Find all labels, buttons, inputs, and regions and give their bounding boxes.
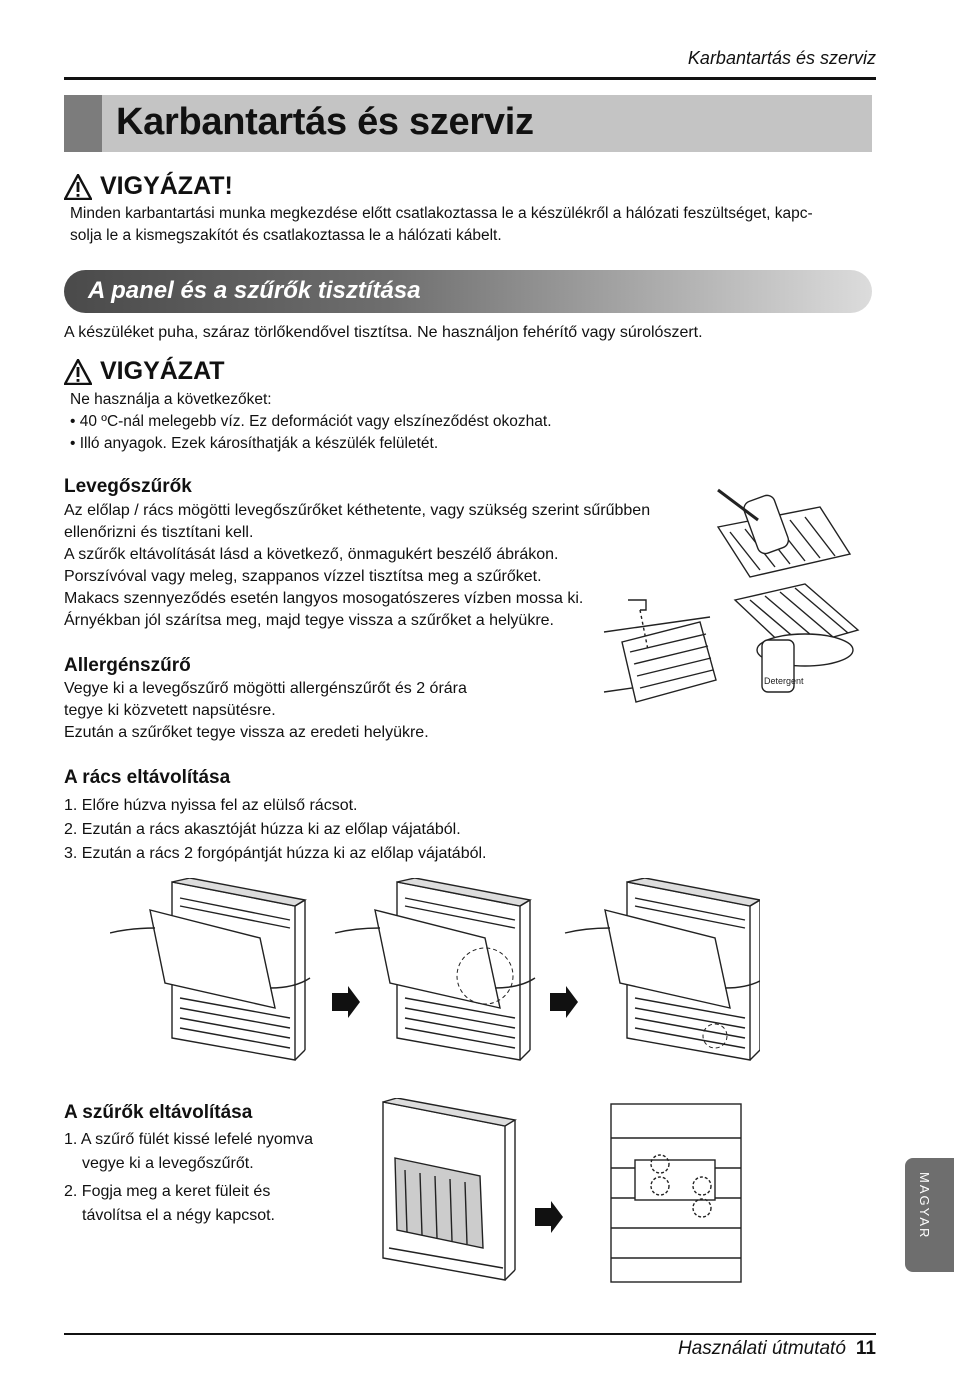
warning-heading-text: VIGYÁZAT (100, 357, 225, 385)
filter-removal-illustrations (375, 1098, 745, 1288)
filters-removal-steps: 1. A szűrő fülét kissé lefelé nyomva vegye ki a levegőszűrőt. 2. Fogja meg a keret füleit és távolítsa el a négy kapcsot. (64, 1131, 314, 1224)
grille-steps: 1. Előre húzva nyissa fel az elülső rácsot. 2. Ezután a rács akasztóját húzza ki az előlap vájatából. 3. Ezután a rács 2 forgópántját húzza ki az előlap vájatából. (64, 797, 487, 862)
arrow-right-icon (332, 986, 360, 1018)
bottom-rule (64, 1333, 876, 1335)
page-title: Karbantartás és szerviz (116, 101, 534, 143)
arrow-right-icon (550, 986, 578, 1018)
detergent-label: Detergent (764, 676, 804, 686)
warning-text-1: Minden karbantartási munka megkezdése előtt csatlakoztassa le a készülékről a hálózati feszültséget, kapc- solja le a kismegszakítót és csatlakoztassa le a hálózati kábelt. (70, 205, 813, 244)
arrow-right-icon (535, 1201, 563, 1233)
allergen-heading: Allergénszűrő (64, 655, 191, 676)
warning-text-2: Ne használja a következőket: • 40 ºC-nál melegebb víz. Ez deformációt vagy elszíneződést okozhat. • Illó anyagok. Ezek károsíthatják a készülék felületét. (70, 391, 552, 452)
warning-heading-text: VIGYÁZAT! (100, 172, 233, 200)
running-header: Karbantartás és szerviz (687, 48, 876, 68)
section-bar (64, 270, 872, 313)
footer-label: Használati útmutató (677, 1338, 846, 1359)
allergen-text: Vegye ki a levegőszűrő mögötti allergénszűrőt és 2 órára tegye ki közvetett napsütésre. Ezután a szűrőket tegye vissza az eredeti helyükre. (64, 680, 467, 741)
top-rule (64, 77, 876, 80)
title-bar (64, 95, 872, 152)
air-filters-heading: Levegőszűrők (64, 476, 192, 497)
washing-filter-drawing (604, 600, 716, 702)
air-filters-text: Az előlap / rács mögötti levegőszűrőket kéthetente, vagy szükség szerint sűrűbben ellenőrizni és tisztítani kell. A szűrők eltávolítását lásd a következő, önmagukért beszélő ábrákon. Porszívóval vagy meleg, szappanos vízzel tisztítsa meg a szűrőket. Makacs szennyeződés esetén langyos mosogatószeres vízben mossa ki. Árnyékban jól szárítsa meg, majd tegye vissza a szűrőket a helyükre. (64, 502, 651, 629)
language-tab (905, 1158, 954, 1272)
warning-heading-2 (64, 357, 225, 386)
language-tab-label: MAGYAR (917, 1172, 932, 1240)
filter-cleaning-illustration (600, 482, 870, 720)
page-number: 11 (855, 1338, 876, 1359)
warning-icon (64, 174, 92, 200)
warning-icon (64, 359, 92, 385)
grille-heading: A rács eltávolítása (64, 767, 231, 788)
title-block (64, 95, 102, 152)
footer (678, 1338, 876, 1360)
section-intro: A készüléket puha, száraz törlőkendővel tisztítsa. Ne használjon fehérítő vagy súrolószert. (64, 324, 703, 341)
warning-heading-1 (64, 172, 233, 201)
filters-removal-heading: A szűrők eltávolítása (64, 1102, 253, 1123)
vacuum-cleaning-drawing (718, 490, 850, 577)
section-title: A panel és a szűrők tisztítása (88, 277, 421, 304)
grille-removal-illustrations (110, 878, 760, 1068)
